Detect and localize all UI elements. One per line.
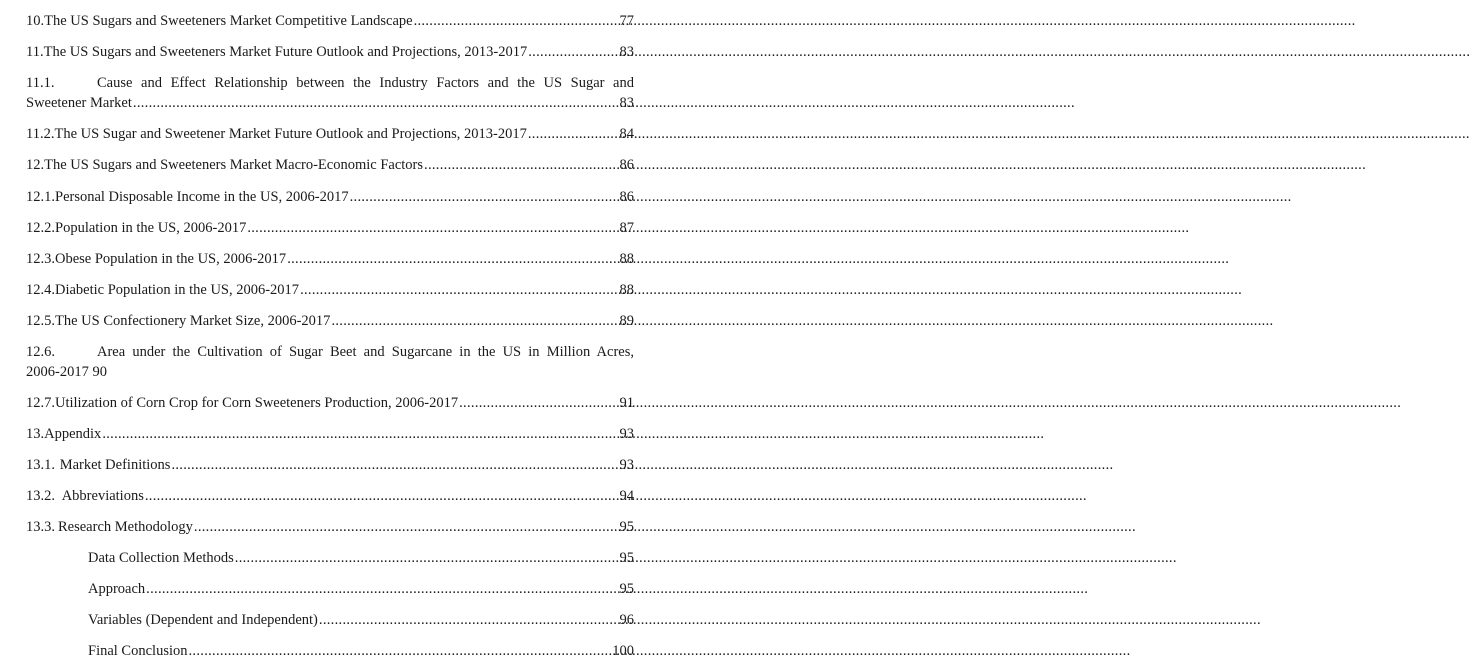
- toc-title: Final Conclusion: [88, 643, 188, 659]
- dot-leader: [247, 218, 618, 238]
- toc-title-line2: Sweetener Market: [26, 95, 132, 111]
- toc-page-number: 93: [619, 457, 634, 473]
- toc-entry-variables[interactable]: [88, 610, 634, 630]
- toc-title: Personal Disposable Income in the US, 2006-2017: [55, 189, 349, 205]
- toc-page-number: 95: [619, 581, 634, 597]
- toc-page-number: 100: [612, 643, 634, 659]
- toc-entry-11-1[interactable]: [26, 73, 634, 113]
- toc-entry-13-1[interactable]: [26, 455, 634, 475]
- toc-entry-12-2[interactable]: [26, 218, 634, 238]
- toc-page-number: 87: [619, 220, 634, 236]
- toc-number: 10.: [26, 13, 45, 29]
- toc-page-number: 93: [619, 426, 634, 442]
- toc-page-number: 91: [619, 395, 634, 411]
- dot-leader: [133, 93, 619, 113]
- toc-number: 12.4.: [26, 282, 55, 298]
- toc-title: The US Sugars and Sweeteners Market Macro-Economic Factors: [44, 157, 424, 173]
- toc-number: 12.2.: [26, 220, 55, 236]
- toc-title: Approach: [88, 581, 146, 597]
- toc-page-number: 96: [619, 612, 634, 628]
- toc-entry-final-conclusion[interactable]: [88, 641, 634, 661]
- toc-number: 11.2.: [26, 126, 55, 142]
- dot-leader: [145, 486, 619, 506]
- dot-leader: [189, 641, 612, 661]
- toc-page-number: 77: [619, 13, 634, 29]
- toc-number: 12.5.: [26, 313, 55, 329]
- dot-leader: [102, 424, 618, 444]
- toc-entry-data-collection-methods[interactable]: [88, 548, 634, 568]
- dot-leader: [459, 393, 618, 413]
- toc-number: 13.1.: [26, 457, 55, 473]
- toc-title-line2: 2006-2017 90: [26, 364, 107, 380]
- toc-page-number: 84: [619, 126, 634, 142]
- toc-number: 12.1.: [26, 189, 55, 205]
- toc-page-number: 94: [619, 488, 634, 504]
- toc-title: The US Confectionery Market Size, 2006-2017: [55, 313, 331, 329]
- toc-entry-11[interactable]: [26, 42, 634, 62]
- toc-number: 12.: [26, 157, 45, 173]
- toc-entry-13-2[interactable]: [26, 486, 634, 506]
- dot-leader: [319, 610, 619, 630]
- toc-entry-12-7[interactable]: [26, 393, 634, 413]
- toc-title-line1: Area under the Cultivation of Sugar Beet and Sugarcane in the US in Million Acres,: [97, 344, 634, 360]
- dot-leader: [235, 548, 619, 568]
- toc-title: Obese Population in the US, 2006-2017: [55, 251, 287, 267]
- toc-title: The US Sugar and Sweetener Market Future Outlook and Projections, 2013-2017: [54, 126, 527, 142]
- toc-entry-12-5[interactable]: [26, 311, 634, 331]
- toc-title: Abbreviations: [61, 488, 144, 504]
- toc-page-number: 89: [619, 313, 634, 329]
- toc-title: Diabetic Population in the US, 2006-2017: [55, 282, 300, 298]
- toc-title: Research Methodology: [58, 519, 193, 535]
- toc-page-number: 86: [619, 189, 634, 205]
- toc-entry-12[interactable]: [26, 155, 634, 175]
- toc-title: Market Definitions: [59, 457, 171, 473]
- toc-number: 12.6.: [26, 344, 55, 360]
- toc-title: Variables (Dependent and Independent): [88, 612, 318, 628]
- toc-number: 13.2.: [26, 488, 55, 504]
- dot-leader: [528, 42, 618, 62]
- toc-page-number: 83: [619, 44, 634, 60]
- toc-title: Appendix: [44, 426, 102, 442]
- toc-page-number: 83: [619, 95, 634, 111]
- toc-entry-13[interactable]: [26, 424, 634, 444]
- toc-number: 13.3.: [26, 519, 55, 535]
- toc-title: Data Collection Methods: [88, 550, 234, 566]
- toc-title: Utilization of Corn Crop for Corn Sweeteners Production, 2006-2017: [55, 395, 459, 411]
- dot-leader: [171, 455, 618, 475]
- dot-leader: [146, 579, 618, 599]
- toc-entry-12-3[interactable]: [26, 249, 634, 269]
- toc-entry-12-1[interactable]: [26, 187, 634, 207]
- dot-leader: [194, 517, 619, 537]
- toc-number: 12.7.: [26, 395, 55, 411]
- dot-leader: [350, 187, 619, 207]
- toc-title: Population in the US, 2006-2017: [55, 220, 247, 236]
- dot-leader: [528, 124, 619, 144]
- toc-page-number: 88: [619, 251, 634, 267]
- toc-page-number: 88: [619, 282, 634, 298]
- toc-number: 11.: [26, 44, 44, 60]
- toc-title-line1: Cause and Effect Relationship between the Industry Factors and the US Sugar and: [97, 75, 634, 91]
- toc-number: 11.1.: [26, 75, 55, 91]
- toc-title: The US Sugars and Sweeteners Market Future Outlook and Projections, 2013-2017: [43, 44, 528, 60]
- dot-leader: [287, 249, 618, 269]
- toc-page-number: 86: [619, 157, 634, 173]
- dot-leader: [424, 155, 618, 175]
- toc-page-number: 95: [619, 519, 634, 535]
- toc-number: 13.: [26, 426, 45, 442]
- toc-entry-13-3[interactable]: [26, 517, 634, 537]
- toc-page-number: 95: [619, 550, 634, 566]
- toc-entry-10[interactable]: [26, 11, 634, 31]
- toc-entry-12-4[interactable]: [26, 280, 634, 300]
- toc-entry-11-2[interactable]: [26, 124, 634, 144]
- dot-leader: [414, 11, 619, 31]
- toc-entry-12-6[interactable]: [26, 342, 634, 382]
- dot-leader: [331, 311, 618, 331]
- toc-number: 12.3.: [26, 251, 55, 267]
- toc-entry-approach[interactable]: [88, 579, 634, 599]
- dot-leader: [300, 280, 618, 300]
- toc-title: The US Sugars and Sweeteners Market Competitive Landscape: [44, 13, 413, 29]
